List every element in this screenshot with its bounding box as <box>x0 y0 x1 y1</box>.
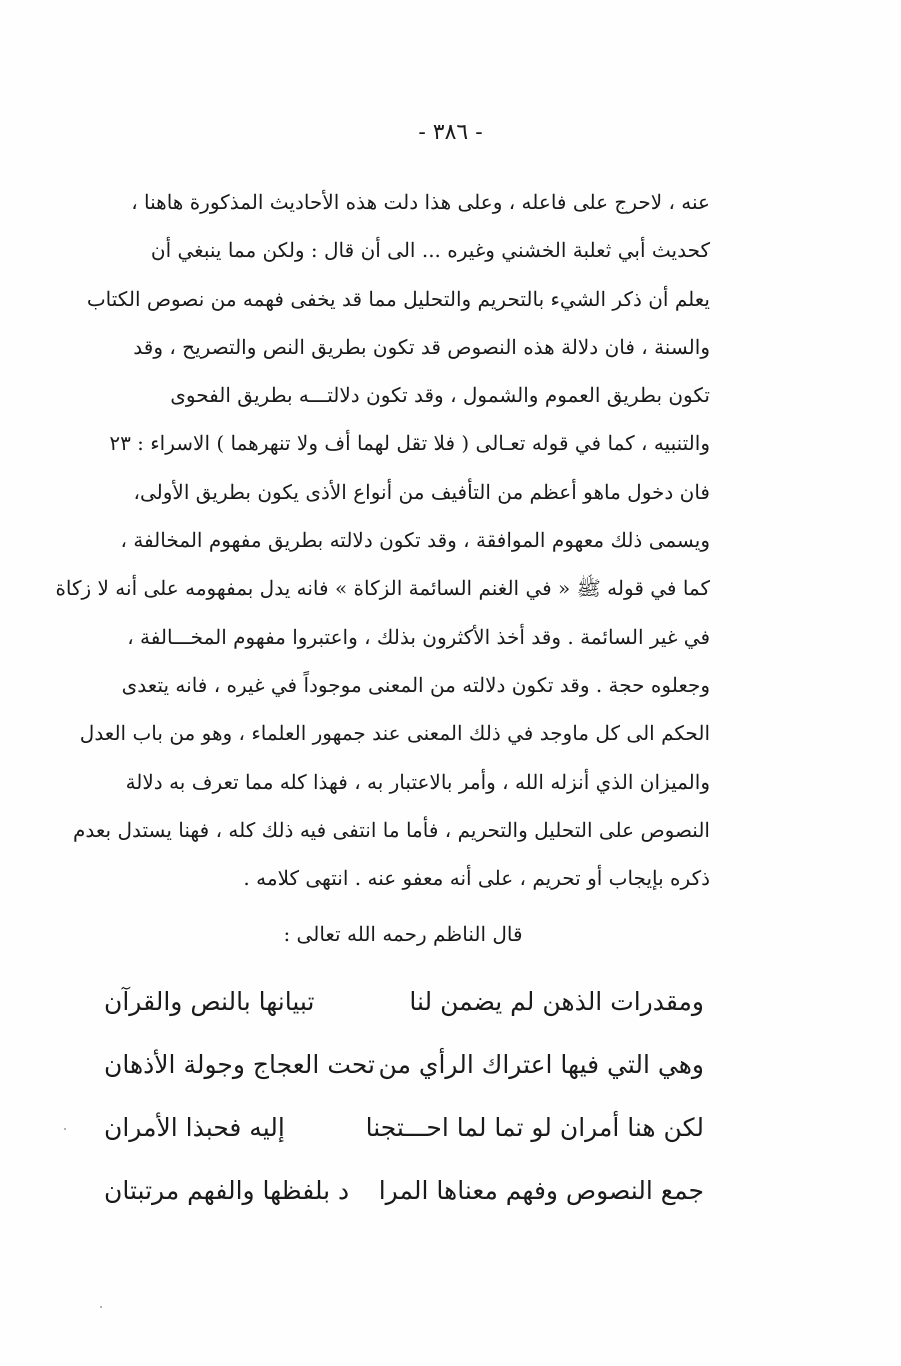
body-line: والميزان الذي أنزله الله ، وأمر بالاعتبار به ، فهذا كله مما تعرف به دلالة <box>125 769 710 794</box>
verse-second-hemistich: تبيانها بالنص والقرآن <box>104 987 315 1016</box>
body-paragraph <box>55 178 710 902</box>
verse-second-hemistich: د بلفظها والفهم مرتبتان <box>104 1176 350 1205</box>
body-line: في غير السائمة . وقد أخذ الأكثرون بذلك ، واعتبروا مفهوم المخـــالفة ، <box>127 624 710 649</box>
body-line: النصوص على التحليل والتحريم ، فأما ما انتفى فيه ذلك كله ، فهنا يستدل بعدم <box>73 817 710 842</box>
verse-second-hemistich: تحت العجاج وجولة الأذهان <box>104 1050 375 1079</box>
poem-heading: قال الناظم رحمه الله تعالى : <box>283 922 523 946</box>
body-line: يعلم أن ذكر الشيء بالتحريم والتحليل مما قد يخفى فهمه من نصوص الكتاب <box>86 286 710 311</box>
body-line: والتنبيه ، كما في قوله تعـالى ( فلا تقل لهما أف ولا تنهرهما ) الاسراء : ٢٣ <box>109 431 710 456</box>
verse <box>104 1159 704 1222</box>
verse <box>104 1096 704 1159</box>
body-line: كحديث أبي ثعلبة الخشني وغيره ... الى أن قال : ولكن مما ينبغي أن <box>150 238 710 263</box>
body-line: وجعلوه حجة . وقد تكون دلالته من المعنى موجوداً في غيره ، فانه يتعدى <box>121 672 710 697</box>
body-line: عنه ، لاحرج على فاعله ، وعلى هذا دلت هذه الأحاديث المذكورة هاهنا ، <box>131 190 710 214</box>
body-line: فان دخول ماهو أعظم من التأفيف من أنواع الأذى يكون بطريق الأولى، <box>133 479 710 504</box>
body-line: كما في قوله ﷺ « في الغنم السائمة الزكاة » فانه يدل بمفهومه على أنه لا زكاة <box>55 576 710 601</box>
verse <box>104 1033 704 1096</box>
verse-second-hemistich: إليه فحبذا الأمران <box>104 1113 285 1142</box>
verse-first-hemistich: جمع النصوص وفهم معناها المرا <box>378 1176 704 1205</box>
body-line: ذكره بإيجاب أو تحريم ، على أنه معفو عنه . انتهى كلامه . <box>243 866 710 891</box>
verse-first-hemistich: وهي التي فيها اعتراك الرأي من <box>378 1050 704 1079</box>
verse-first-hemistich: لكن هنا أمران لو تما لما احـــتجنا <box>365 1113 704 1142</box>
body-line: والسنة ، فان دلالة هذه النصوص قد تكون بطريق النص والتصريح ، وقد <box>133 334 710 359</box>
body-line: تكون بطريق العموم والشمول ، وقد تكون دلالتـــه بطريق الفحوى <box>170 383 710 408</box>
scan-speck <box>100 1306 102 1308</box>
body-line: الحكم الى كل ماوجد في ذلك المعنى عند جمهور العلماء ، وهو من باب العدل <box>79 721 710 746</box>
scan-speck <box>64 1128 66 1130</box>
verse <box>104 970 704 1033</box>
verse-first-hemistich: ومقدرات الذهن لم يضمن لنا <box>409 987 704 1016</box>
poem <box>104 970 704 1222</box>
page-number: - ٣٨٦ - <box>418 120 483 145</box>
body-line: ويسمى ذلك معهوم الموافقة ، وقد تكون دلالته بطريق مفهوم المخالفة ، <box>120 528 710 553</box>
